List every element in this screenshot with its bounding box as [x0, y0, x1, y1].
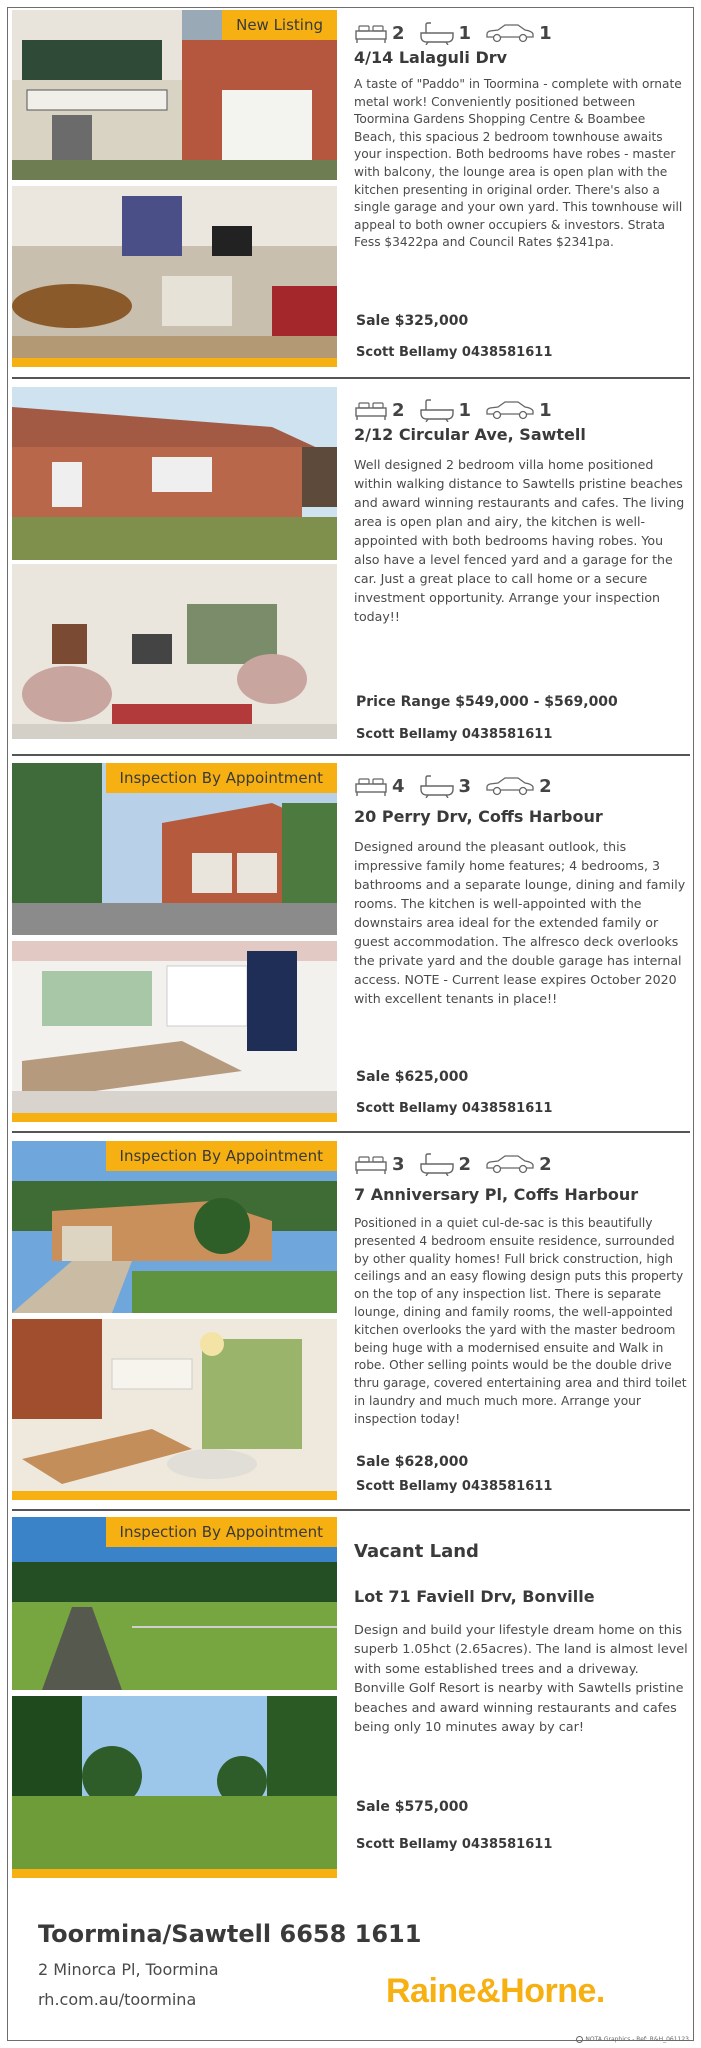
carspaces-count: 2 — [539, 775, 552, 797]
raine-horne-logo: Raine&Horne. — [386, 1972, 605, 2010]
property-description: Positioned in a quiet cul-de-sac is this beautifully presented 4 bedroom ensuite residence, surrounded by other quality homes! Full brick construction, high ceilings and an easy flowing design puts this property on the top of any inspection list. There is separate lounge, dining and family rooms, the well-appointed kitchen overlooks the yard with the master bedroom being huge with a modernised ensuite and Walk in robe. Other selling points would be the double drive thru garage, covered entertaining area and third toilet in laundry and much much more. Arrange your inspection today! — [354, 1216, 687, 1426]
listing-card[interactable] — [12, 1517, 690, 1882]
property-price: Sale $628,000 — [356, 1454, 469, 1470]
photo-accent-bar — [12, 1869, 337, 1878]
bath-icon — [419, 774, 455, 798]
property-interior-photo[interactable] — [12, 564, 337, 739]
agent-contact[interactable]: Scott Bellamy 0438581611 — [356, 1479, 553, 1494]
carspaces-feature — [485, 22, 552, 44]
listing-type-heading: Vacant Land — [354, 1541, 479, 1562]
bedrooms-count: 2 — [392, 22, 405, 44]
listing-card[interactable] — [12, 387, 690, 742]
property-interior-photo[interactable] — [12, 1319, 337, 1491]
agent-contact[interactable]: Scott Bellamy 0438581611 — [356, 727, 553, 742]
bed-icon — [354, 399, 388, 421]
photo-accent-bar — [12, 1113, 337, 1122]
carspaces-count: 2 — [539, 1153, 552, 1175]
property-description: Designed around the pleasant outlook, this impressive family home features; 4 bedrooms, 3 bathrooms and a separate lounge, dining and family rooms. The kitchen is well-appointed with the downstairs area ideal for the extended family or guest accommodation. The alfresco deck overlooks the private yard and the double garage has internal access. NOTE - Current lease expires October 2020 with excellent tenants in place!! — [354, 839, 686, 1006]
listing-divider — [12, 1509, 690, 1511]
bedrooms-count: 4 — [392, 775, 405, 797]
carspaces-feature — [485, 1153, 552, 1175]
bed-icon — [354, 1153, 388, 1175]
car-icon — [485, 775, 535, 797]
car-icon — [485, 22, 535, 44]
bathrooms-count: 1 — [458, 399, 472, 421]
listing-status-banner: Inspection By Appointment — [106, 763, 337, 793]
listing-card[interactable] — [12, 1141, 690, 1501]
office-name-phone[interactable]: Toormina/Sawtell 6658 1611 — [38, 1920, 422, 1948]
carspaces-feature — [485, 399, 552, 421]
bedrooms-count: 3 — [392, 1153, 405, 1175]
carspaces-count: 1 — [539, 22, 552, 44]
property-price: Sale $625,000 — [356, 1069, 469, 1085]
property-interior-photo[interactable] — [12, 941, 337, 1113]
property-features — [354, 773, 566, 799]
property-address[interactable]: Lot 71 Faviell Drv, Bonville — [354, 1587, 595, 1606]
listing-card[interactable] — [12, 763, 690, 1123]
bathrooms-count: 2 — [458, 1153, 472, 1175]
listing-card[interactable] — [12, 10, 690, 368]
car-icon — [485, 399, 535, 421]
bathrooms-count: 1 — [458, 22, 472, 44]
bathrooms-feature — [419, 1152, 472, 1176]
bathrooms-count: 3 — [458, 775, 472, 797]
listing-status-banner: Inspection By Appointment — [106, 1141, 337, 1171]
bed-icon — [354, 22, 388, 44]
property-features — [354, 20, 566, 46]
property-description: Well designed 2 bedroom villa home positioned within walking distance to Sawtells pristine beaches and award winning restaurants and cafes. The living area is open plan and airy, the kitchen is well-appointed with both bedrooms having robes. You also have a level fenced yard and a garage for the car. Just a great place to call home or a secure investment opportunity. Arrange your inspection today!! — [354, 457, 685, 624]
bath-icon — [419, 21, 455, 45]
property-price: Sale $575,000 — [356, 1799, 469, 1815]
bedrooms-feature — [354, 399, 405, 421]
bed-icon — [354, 775, 388, 797]
car-icon — [485, 1153, 535, 1175]
office-address: 2 Minorca Pl, Toormina — [38, 1960, 219, 1979]
property-address[interactable]: 7 Anniversary Pl, Coffs Harbour — [354, 1185, 639, 1204]
bathrooms-feature — [419, 21, 472, 45]
property-land-photo[interactable] — [12, 1696, 337, 1869]
bathrooms-feature — [419, 398, 472, 422]
agent-contact[interactable]: Scott Bellamy 0438581611 — [356, 345, 553, 360]
bedrooms-feature — [354, 22, 405, 44]
agent-contact[interactable]: Scott Bellamy 0438581611 — [356, 1101, 553, 1116]
listing-divider — [12, 1131, 690, 1133]
property-interior-photo[interactable] — [12, 186, 337, 358]
property-address[interactable]: 4/14 Lalaguli Drv — [354, 48, 508, 67]
carspaces-count: 1 — [539, 399, 552, 421]
photo-accent-bar — [12, 358, 337, 367]
agent-contact[interactable]: Scott Bellamy 0438581611 — [356, 1837, 553, 1852]
property-exterior-photo[interactable] — [12, 387, 337, 560]
bath-icon — [419, 1152, 455, 1176]
property-description: Design and build your lifestyle dream home on this superb 1.05hct (2.65acres). The land is almost level with some established trees and a driveway. Bonville Golf Resort is nearby with Sawtells pristine beaches and award winning restaurants and cafes being only 10 minutes away by car! — [354, 1623, 688, 1736]
bathrooms-feature — [419, 774, 472, 798]
property-address[interactable]: 2/12 Circular Ave, Sawtell — [354, 425, 586, 444]
copyright-icon — [576, 2036, 583, 2043]
bedrooms-feature — [354, 775, 405, 797]
office-website-link[interactable]: rh.com.au/toormina — [38, 1990, 197, 2009]
carspaces-feature — [485, 775, 552, 797]
property-description: A taste of "Paddo" in Toormina - complete with ornate metal work! Conveniently positioned between Toormina Gardens Shopping Centre & Boambee Beach, this spacious 2 bedroom townhouse awaits your inspection. Both bedrooms have robes - master with balcony, the lounge area is open plan with the kitchen presenting in original order. There's also a single garage and your own yard. This townhouse will appeal to both owner occupiers & investors. Strata Fess $3422pa and Council Rates $2341pa. — [354, 77, 683, 250]
property-price: Sale $325,000 — [356, 313, 469, 329]
bath-icon — [419, 398, 455, 422]
listing-divider — [12, 754, 690, 756]
property-features — [354, 397, 566, 423]
listing-status-banner: New Listing — [222, 10, 337, 40]
bedrooms-count: 2 — [392, 399, 405, 421]
print-credit-text: NOTA Graphics - Ref: R&H_061123 — [585, 2036, 689, 2043]
print-credit — [576, 2036, 689, 2043]
property-address[interactable]: 20 Perry Drv, Coffs Harbour — [354, 807, 603, 826]
listing-status-banner: Inspection By Appointment — [106, 1517, 337, 1547]
property-features — [354, 1151, 566, 1177]
photo-accent-bar — [12, 1491, 337, 1500]
listing-divider — [12, 377, 690, 379]
property-price: Price Range $549,000 - $569,000 — [356, 694, 618, 710]
bedrooms-feature — [354, 1153, 405, 1175]
